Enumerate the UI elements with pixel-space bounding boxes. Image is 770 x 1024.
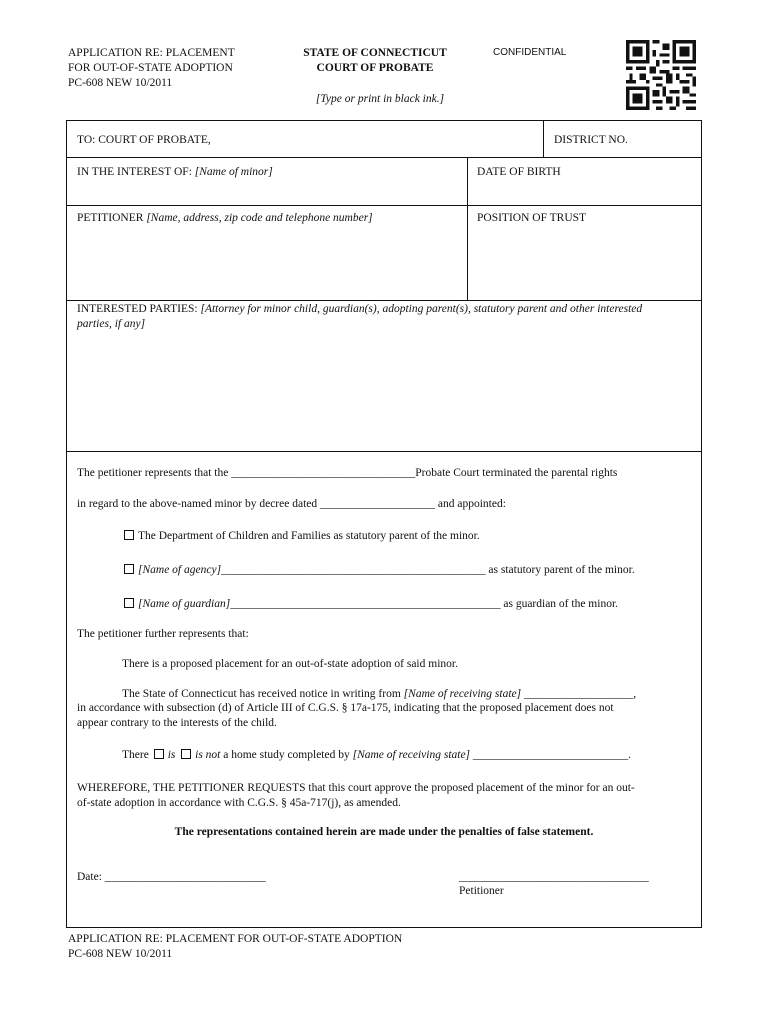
interest-hint: [Name of minor] [194, 166, 273, 178]
home-study-line [122, 748, 702, 763]
represents-line: The petitioner represents that the ________________________________Probate Court terminated the parental rights [77, 467, 618, 479]
wherefore-line1: WHEREFORE, THE PETITIONER REQUESTS that this court approve the proposed placement of the minor for an out- [77, 782, 635, 794]
petitioner-signature-label: Petitioner [459, 885, 504, 897]
form-title-line2: FOR OUT-OF-STATE ADOPTION [68, 61, 233, 74]
agency-line[interactable]: ______________________________________________ as statutory parent of the minor. [221, 564, 635, 576]
option-guardian [124, 597, 618, 612]
decree-line: in regard to the above-named minor by decree dated ____________________ and appointed: [77, 498, 506, 510]
interested-label: INTERESTED PARTIES: [77, 303, 198, 315]
further-represents: The petitioner further represents that: [77, 628, 249, 640]
dcf-checkbox[interactable] [124, 530, 134, 540]
home-study-state-field[interactable]: ___________________________. [472, 749, 632, 761]
notice-hint: [Name of receiving state] [403, 688, 522, 700]
divider [67, 451, 701, 452]
interested-parties-field[interactable] [77, 302, 667, 332]
application-form [66, 120, 702, 928]
option-dcf-text: The Department of Children and Families as statutory parent of the minor. [138, 530, 480, 542]
option-agency [124, 563, 635, 578]
form-title-line1: APPLICATION RE: PLACEMENT [68, 47, 235, 59]
confidential-label: CONFIDENTIAL [493, 47, 567, 58]
wherefore-line2: of-state adoption in accordance with C.G.S. § 45a-717(j), as amended. [77, 797, 401, 809]
date-field[interactable]: Date: ____________________________ [77, 871, 266, 883]
penalty-statement: The representations contained herein are made under the penalties of false statement. [174, 826, 594, 838]
guardian-line[interactable]: _______________________________________________ as guardian of the minor. [230, 598, 619, 610]
date-of-birth-field[interactable]: DATE OF BIRTH [477, 166, 561, 178]
petitioner-hint: [Name, address, zip code and telephone number] [146, 212, 373, 224]
guardian-hint: [Name of guardian] [138, 598, 231, 610]
proposed-placement: There is a proposed placement for an out-of-state adoption of said minor. [122, 658, 458, 670]
notice-line1 [122, 687, 702, 702]
form-title-block [68, 46, 288, 91]
page-footer [68, 932, 488, 962]
guardian-checkbox[interactable] [124, 598, 134, 608]
footer-code: PC-608 NEW 10/2011 [68, 947, 173, 960]
position-of-trust-field[interactable]: POSITION OF TRUST [477, 212, 587, 224]
ink-instruction: [Type or print in black ink.] [315, 93, 445, 105]
petitioner-field[interactable] [77, 211, 373, 226]
is-checkbox[interactable] [154, 749, 164, 759]
state-name: STATE OF CONNECTICUT [303, 47, 447, 59]
is-not-checkbox[interactable] [181, 749, 191, 759]
agency-hint: [Name of agency] [138, 564, 222, 576]
interest-label: IN THE INTEREST OF: [77, 166, 192, 178]
notice-prefix: The State of Connecticut has received notice in writing from [122, 688, 401, 700]
receiving-state-field[interactable]: ___________________, [523, 688, 637, 700]
is-not-label: is not [195, 749, 221, 761]
minor-name-field[interactable] [77, 165, 273, 180]
divider [543, 121, 544, 157]
petitioner-label: PETITIONER [77, 212, 144, 224]
to-court-label: TO: COURT OF PROBATE, [77, 134, 211, 146]
qr-code-icon [626, 40, 696, 110]
divider [467, 157, 468, 300]
district-no-field[interactable]: DISTRICT NO. [554, 134, 628, 146]
notice-line2: in accordance with subsection (d) of Article III of C.G.S. § 17a-175, indicating that the proposed placement does not [77, 702, 614, 714]
footer-title: APPLICATION RE: PLACEMENT FOR OUT-OF-STATE ADOPTION [68, 933, 403, 945]
divider [67, 157, 701, 158]
agency-checkbox[interactable] [124, 564, 134, 574]
there-text: There [122, 749, 149, 761]
signature-line[interactable]: _________________________________ [459, 871, 649, 883]
home-study-text: a home study completed by [223, 749, 350, 761]
option-dcf [124, 529, 480, 544]
court-heading [280, 46, 470, 76]
is-label: is [167, 749, 176, 761]
court-name: COURT OF PROBATE [316, 61, 434, 74]
divider [67, 300, 701, 301]
notice-line3: appear contrary to the interests of the child. [77, 717, 277, 729]
home-study-hint: [Name of receiving state] [352, 749, 471, 761]
interested-hint: [Attorney for minor child, guardian(s), adopting parent(s), statutory parent and other interested parties, if any] [77, 303, 643, 330]
divider [67, 205, 701, 206]
form-code: PC-608 NEW 10/2011 [68, 76, 173, 89]
